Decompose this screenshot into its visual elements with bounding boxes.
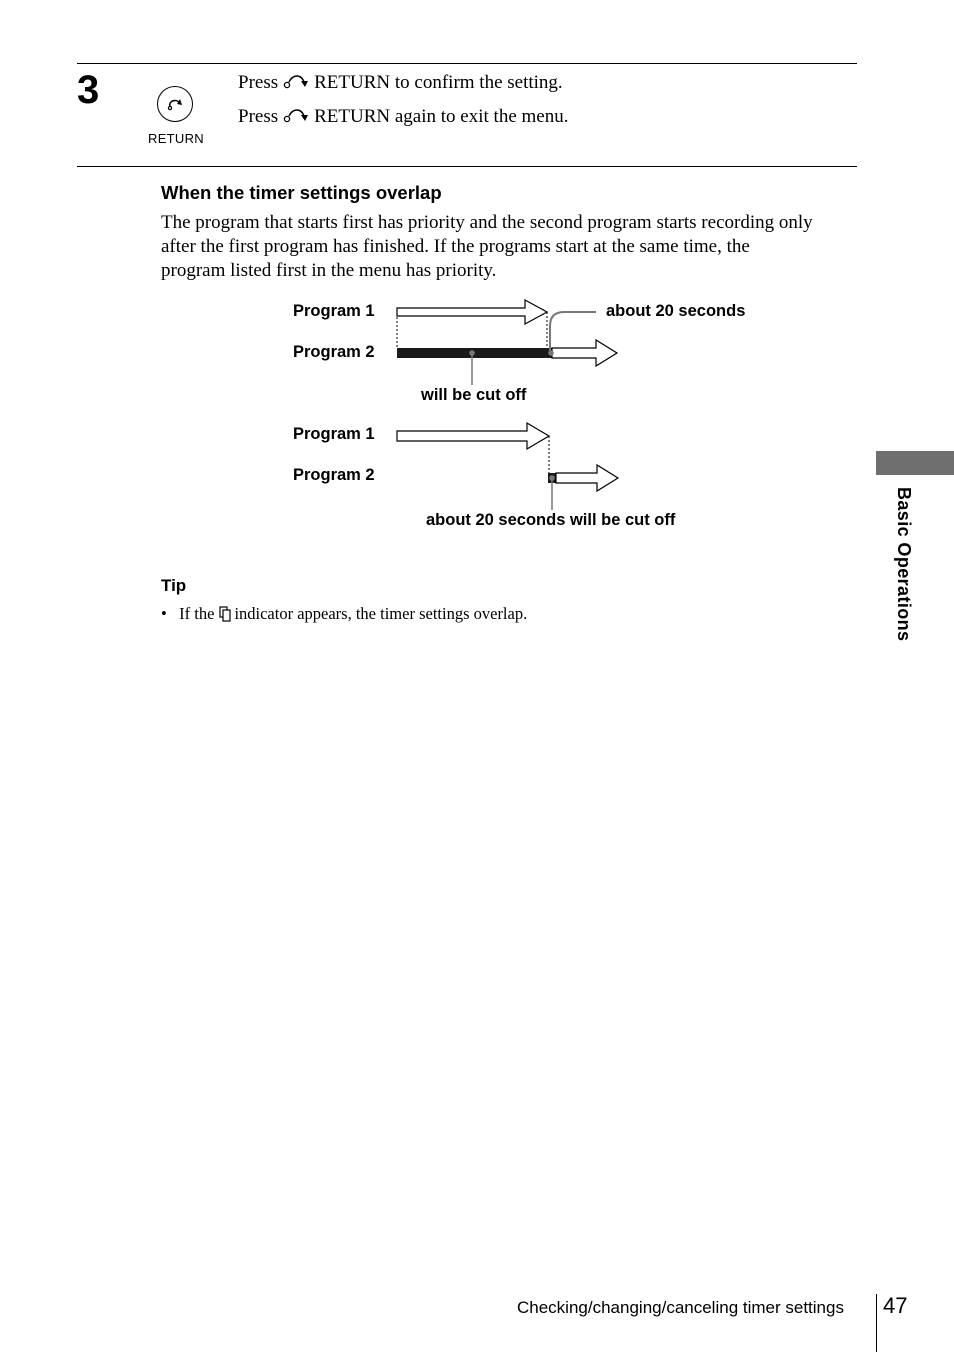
tip-heading: Tip	[161, 576, 187, 595]
top-callout-dot	[548, 350, 554, 356]
overlap-indicator-icon	[219, 606, 231, 622]
step-number: 3	[77, 68, 100, 112]
top-program2-arrow	[552, 340, 617, 366]
side-tab-marker	[876, 451, 954, 475]
footer-section-title: Checking/changing/canceling timer settings	[517, 1298, 844, 1317]
page-number: 47	[883, 1293, 908, 1318]
instruction-1-post: RETURN to confirm the setting.	[314, 72, 563, 93]
paragraph-line: program listed first in the menu has priority.	[161, 260, 497, 281]
tip-item	[161, 603, 527, 625]
top-callout-line	[550, 312, 596, 353]
top-cutoff-dot	[469, 350, 475, 356]
top-program2-label: Program 2	[293, 343, 375, 361]
timer-overlap-diagram	[0, 0, 954, 560]
instruction-1-pre: Press	[238, 72, 279, 93]
tip-text-post: indicator appears, the timer settings overlap.	[234, 604, 528, 623]
tip-text-pre: If the	[179, 604, 215, 623]
bottom-program2-arrow	[556, 465, 618, 491]
paragraph-line: The program that starts first has priority and the second program starts recording only	[161, 212, 813, 233]
bottom-callout-cut-off: about 20 seconds will be cut off	[426, 511, 676, 529]
instruction-2-post: RETURN again to exit the menu.	[314, 106, 569, 127]
top-program1-arrow	[397, 300, 547, 324]
top-callout-about-20-seconds: about 20 seconds	[606, 302, 746, 320]
top-program1-label: Program 1	[293, 302, 375, 320]
bottom-program1-label: Program 1	[293, 425, 375, 443]
paragraph-line: after the first program has finished. If the programs start at the same time, the	[161, 236, 750, 257]
section-heading: When the timer settings overlap	[161, 182, 442, 203]
bottom-cutoff-dot	[549, 475, 555, 481]
footer-divider	[876, 1294, 877, 1352]
tip-bullet: •	[161, 604, 167, 623]
bottom-program1-arrow	[397, 423, 549, 449]
return-button-label: RETURN	[148, 131, 204, 146]
top-callout-cut-off: will be cut off	[421, 386, 527, 404]
bottom-program2-label: Program 2	[293, 466, 375, 484]
side-tab-label: Basic Operations	[894, 487, 914, 642]
instruction-2-pre: Press	[238, 106, 279, 127]
